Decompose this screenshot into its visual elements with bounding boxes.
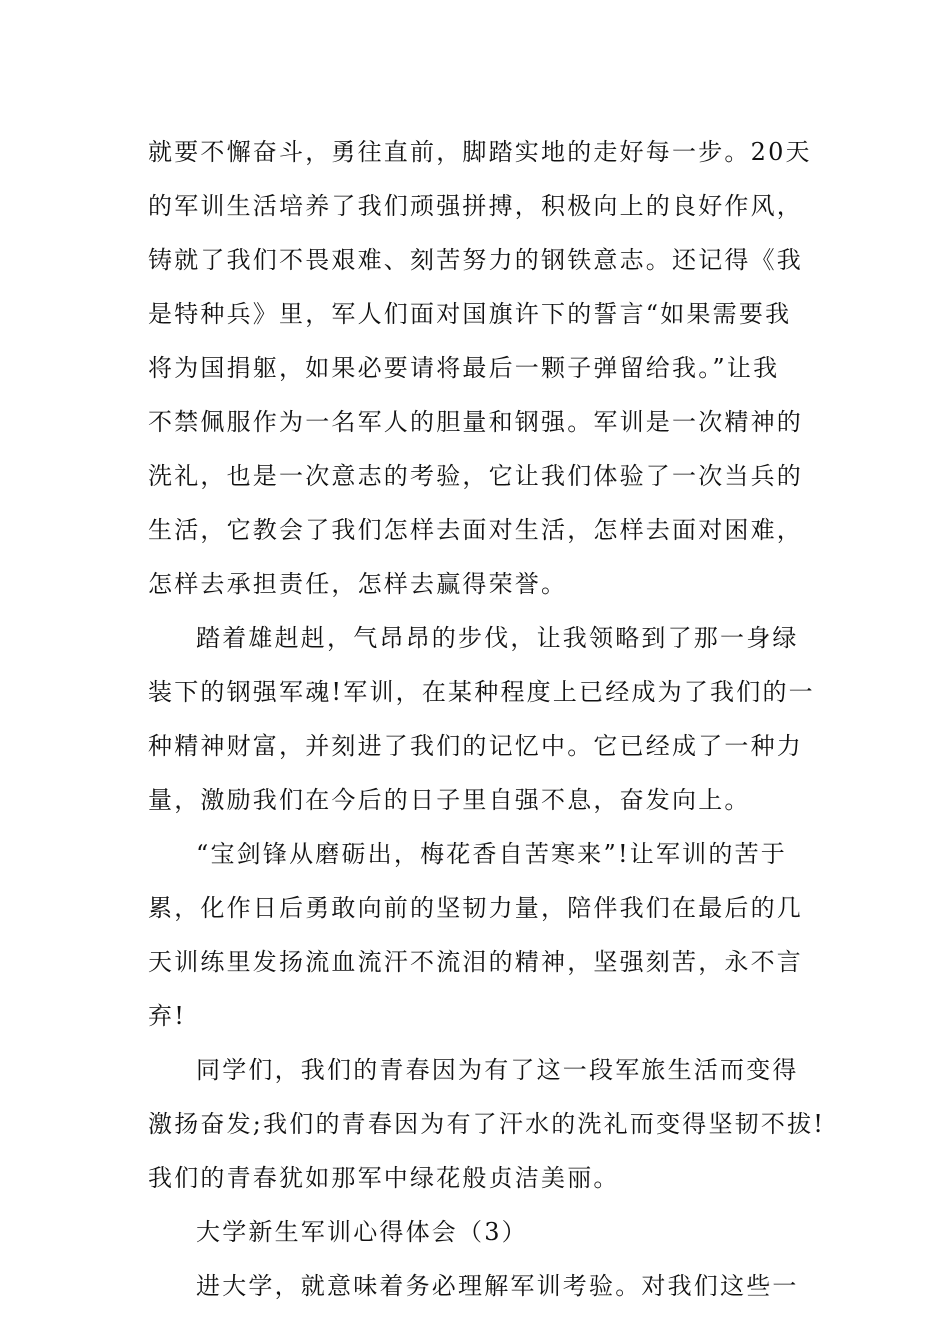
text-line: 怎样去承担责任，怎样去赢得荣誉。 (148, 570, 568, 598)
paragraph-start-line: “宝剑锋从磨砺出，梅花香自苦寒来”!让军训的苦于 (196, 840, 787, 868)
text-line: 铸就了我们不畏艰难、刻苦努力的钢铁意志。还记得《我 (148, 246, 803, 274)
text-line: 生活，它教会了我们怎样去面对生活，怎样去面对困难， (148, 516, 803, 544)
text-line: 激扬奋发;我们的青春因为有了汗水的洗礼而变得坚韧不拔! (148, 1110, 826, 1138)
paragraph-start-line: 进大学，就意味着务必理解军训考验。对我们这些一 (196, 1272, 799, 1300)
paragraph-start-line: 踏着雄赳赳，气昂昂的步伐，让我领略到了那一身绿 (196, 624, 799, 652)
text-line: 装下的钢强军魂!军训，在某种程度上已经成为了我们的一 (148, 678, 815, 706)
section-heading: 大学新生军训心得体会（3） (196, 1218, 528, 1246)
paragraph-start-line: 同学们，我们的青春因为有了这一段军旅生活而变得 (196, 1056, 799, 1084)
text-line: 将为国捐躯，如果必要请将最后一颗子弹留给我。”让我 (148, 354, 780, 382)
text-line: 种精神财富，并刻进了我们的记忆中。它已经成了一种力 (148, 732, 803, 760)
document-body (148, 125, 826, 1313)
text-line: 累，化作日后勇敢向前的坚韧力量，陪伴我们在最后的几 (148, 894, 803, 922)
text-line: 弃! (148, 1002, 187, 1030)
text-line: 就要不懈奋斗，勇往直前，脚踏实地的走好每一步。20天 (148, 138, 812, 166)
text-line: 是特种兵》里，军人们面对国旗许下的誓言“如果需要我 (148, 300, 792, 328)
text-line: 洗礼，也是一次意志的考验，它让我们体验了一次当兵的 (148, 462, 803, 490)
text-line: 不禁佩服作为一名军人的胆量和钢强。军训是一次精神的 (148, 408, 803, 436)
text-line: 我们的青春犹如那军中绿花般贞洁美丽。 (148, 1164, 620, 1192)
text-line: 的军训生活培养了我们顽强拼搏，积极向上的良好作风， (148, 192, 803, 220)
text-line: 量，激励我们在今后的日子里自强不息，奋发向上。 (148, 786, 751, 814)
text-line: 天训练里发扬流血流汗不流泪的精神，坚强刻苦，永不言 (148, 948, 803, 976)
